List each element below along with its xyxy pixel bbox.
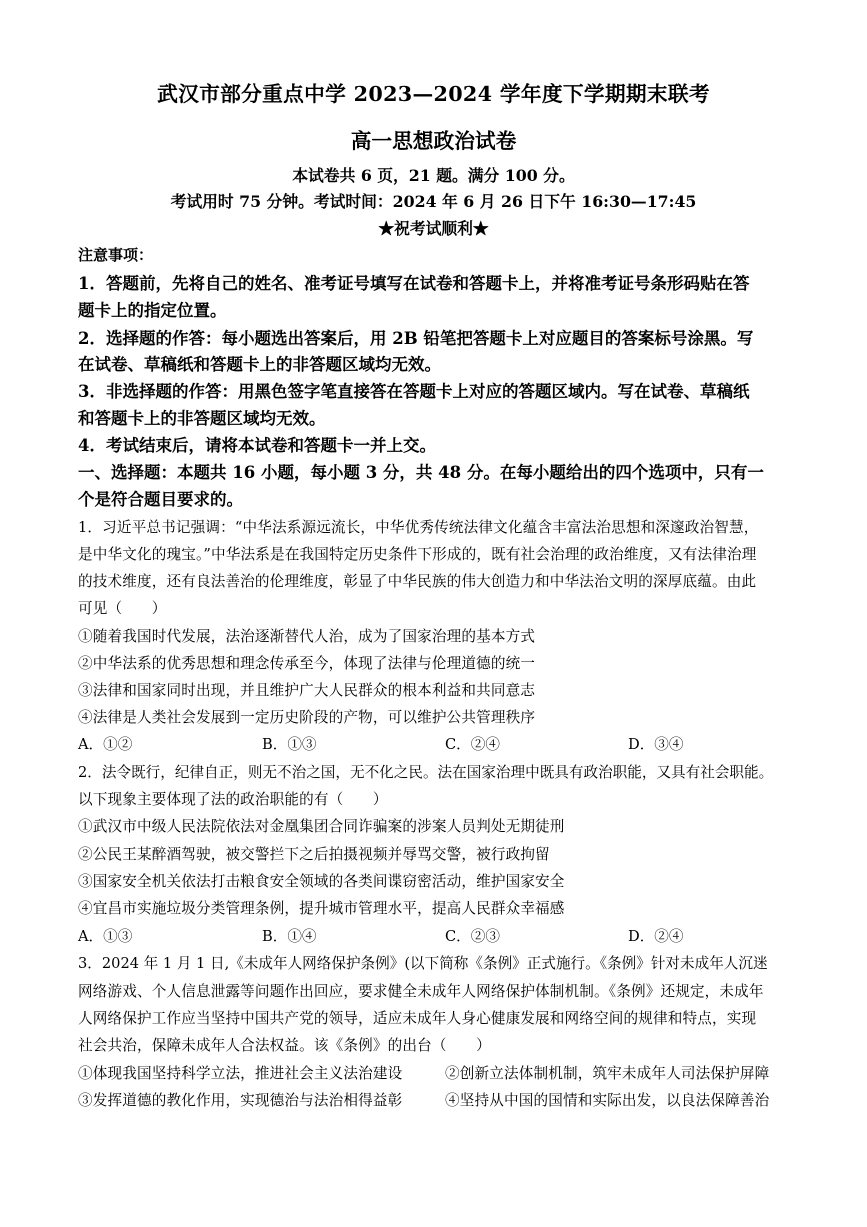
question-3-item: ①体现我国坚持科学立法，推进社会主义法治建设 (78, 1065, 403, 1082)
question-1-choice-a[interactable]: A．①② (78, 736, 133, 753)
question-3-item: ②创新立法体制机制，筑牢未成年人司法保护屏障 (445, 1065, 770, 1082)
question-2-choice-d[interactable]: D．②④ (628, 928, 684, 945)
question-2-item: ②公民王某醉酒驾驶，被交警拦下之后拍摄视频并辱骂交警，被行政拘留 (78, 846, 550, 863)
question-2-choice-c[interactable]: C．②③ (445, 928, 500, 945)
question-1-stem: 是中华文化的瑰宝。”中华法系是在我国特定历史条件下形成的，既有社会治理的政治维度，又有法律治理 (78, 546, 757, 563)
question-1-item: ②中华法系的优秀思想和理念传承至今，体现了法律与伦理道德的统一 (78, 655, 536, 672)
exam-subtitle: 高一思想政治试卷 (350, 129, 517, 153)
note-line: 2．选择题的作答：每小题选出答案后，用 2B 铅笔把答题卡上对应题目的答案标号涂黑。写 (78, 329, 754, 348)
question-1-stem: 可见（ ） (78, 600, 167, 617)
question-2-stem: 以下现象主要体现了法的政治职能的有（ ） (78, 791, 388, 808)
note-line: 3．非选择题的作答：用黑色签字笔直接答在答题卡上对应的答题区域内。写在试卷、草稿纸 (78, 382, 750, 401)
notes-heading: 注意事项： (78, 246, 154, 264)
question-3-item: ③发挥道德的教化作用，实现德治与法治相得益彰 (78, 1092, 403, 1109)
question-3-stem: 网络游戏、个人信息泄露等问题作出回应，要求健全未成年人网络保护体制机制。《条例》还规定，未成年 (78, 983, 764, 1000)
exam-title: 武汉市部分重点中学 2023—2024 学年度下学期期末联考 (157, 82, 710, 106)
question-3-stem: 3．2024 年 1 月 1 日,《未成年人网络保护条例》(以下简称《条例》正式施行。《条例》针对未成年人沉迷 (78, 955, 768, 972)
question-2-item: ①武汉市中级人民法院依法对金凰集团合同诈骗案的涉案人员判处无期徒刑 (78, 818, 565, 835)
question-3-stem: 人网络保护工作应当坚持中国共产党的领导，适应未成年人身心健康发展和网络空间的规律和特点，实现 (78, 1010, 757, 1027)
good-luck-banner: ★祝考试顺利★ (378, 219, 489, 238)
question-1-item: ④法律是人类社会发展到一定历史阶段的产物，可以维护公共管理秩序 (78, 709, 536, 726)
question-1-stem: 的技术维度，还有良法善治的伦理维度，彰显了中华民族的伟大创造力和中华法治文明的深厚底蕴。由此 (78, 573, 757, 590)
question-3-stem: 社会共治，保障未成年人合法权益。该《条例》的出台（ ） (78, 1037, 491, 1054)
question-1-stem: 1．习近平总书记强调：“中华法系源远流长，中华优秀传统法律文化蕴含丰富法治思想和深邃政治智慧， (78, 519, 759, 536)
question-2-item: ③国家安全机关依法打击粮食安全领域的各类间谍窃密活动，维护国家安全 (78, 873, 565, 890)
note-line: 和答题卡上的非答题区域均无效。 (78, 409, 326, 428)
question-2-choice-b[interactable]: B．①④ (262, 928, 317, 945)
section-heading-cont: 个是符合题目要求的。 (78, 490, 243, 509)
note-line: 题卡上的指定位置。 (78, 301, 227, 320)
section-heading: 一、选择题：本题共 16 小题，每小题 3 分，共 48 分。在每小题给出的四个选项中，只有一 (78, 463, 764, 482)
question-1-choice-c[interactable]: C．②④ (445, 736, 500, 753)
exam-info-line-1: 本试卷共 6 页，21 题。满分 100 分。 (292, 166, 575, 185)
question-1-choice-d[interactable]: D．③④ (628, 736, 684, 753)
note-line: 4．考试结束后，请将本试卷和答题卡一并上交。 (78, 436, 436, 455)
exam-info-line-2: 考试用时 75 分钟。考试时间：2024 年 6 月 26 日下午 16:30—17:45 (170, 192, 697, 211)
question-1-item: ①随着我国时代发展，法治逐渐替代人治，成为了国家治理的基本方式 (78, 628, 536, 645)
question-1-item: ③法律和国家同时出现，并且维护广大人民群众的根本利益和共同意志 (78, 682, 536, 699)
question-2-choice-a[interactable]: A．①③ (78, 928, 133, 945)
question-2-stem: 2．法令既行，纪律自正，则无不治之国，无不化之民。法在国家治理中既具有政治职能，又具有社会职能。 (78, 764, 774, 781)
note-line: 1．答题前，先将自己的姓名、准考证号填写在试卷和答题卡上，并将准考证号条形码贴在答 (78, 274, 750, 293)
question-3-item: ④坚持从中国的国情和实际出发，以良法保障善治 (445, 1092, 770, 1109)
question-2-item: ④宜昌市实施垃圾分类管理条例，提升城市管理水平，提高人民群众幸福感 (78, 900, 565, 917)
note-line: 在试卷、草稿纸和答题卡上的非答题区域均无效。 (78, 355, 441, 374)
question-1-choice-b[interactable]: B．①③ (262, 736, 317, 753)
